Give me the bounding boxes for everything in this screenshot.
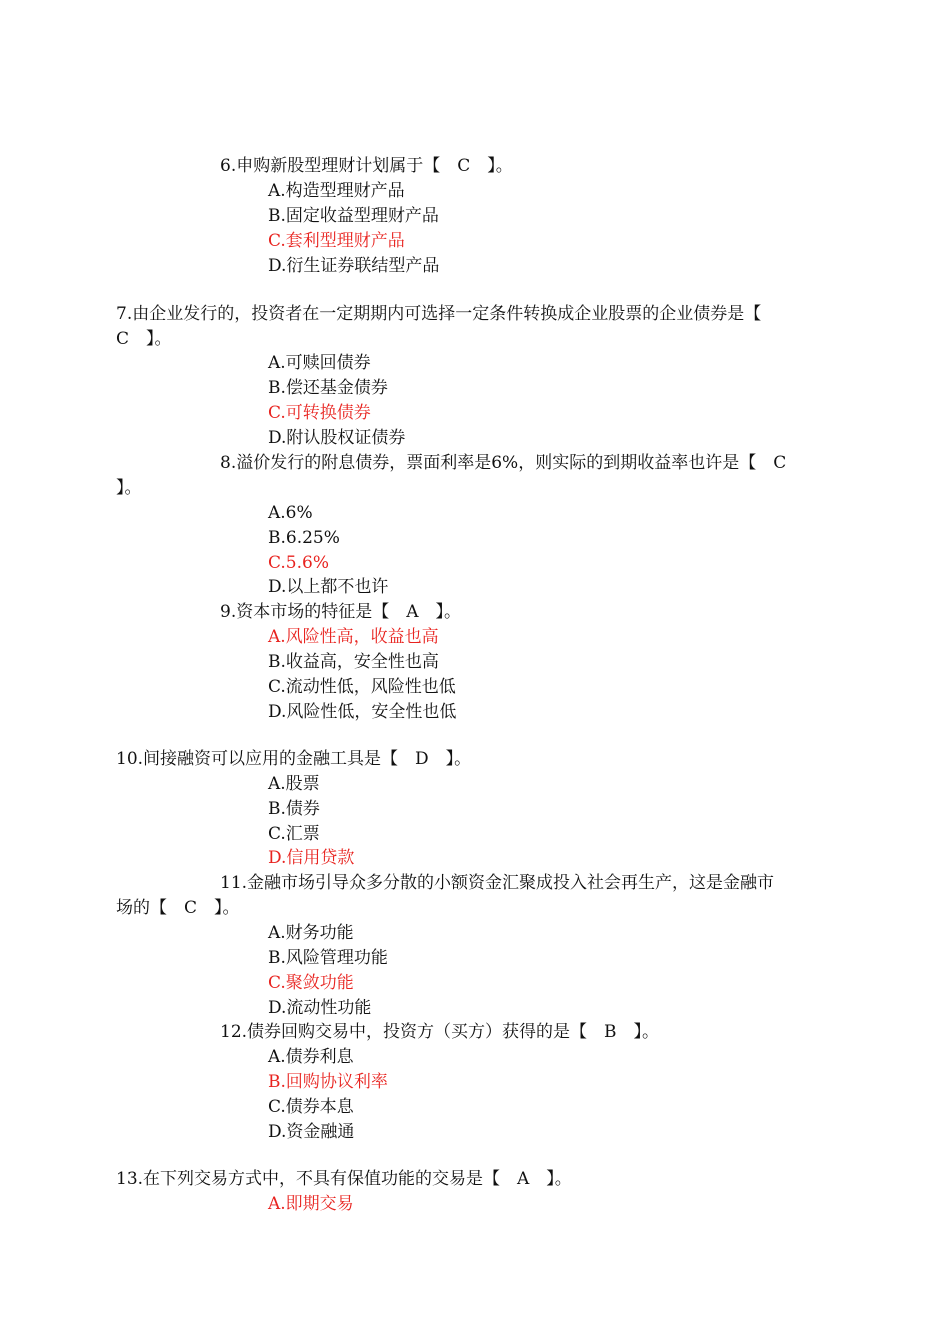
question-8-stem-line2: 】。 bbox=[116, 478, 142, 498]
question-7-stem-line2: C 】。 bbox=[116, 329, 172, 349]
question-7-option-d: D.附认股权证债券 bbox=[268, 428, 406, 448]
question-6-option-c-correct: C.套利型理财产品 bbox=[268, 231, 405, 251]
question-10-option-a: A.股票 bbox=[268, 774, 320, 794]
question-10-option-b: B.债券 bbox=[268, 799, 320, 819]
question-9-option-b: B.收益高，安全性也高 bbox=[268, 652, 439, 672]
question-8-stem-line1: 8.溢价发行的附息债券，票面利率是6%，则实际的到期收益率也许是【 C bbox=[220, 453, 787, 473]
question-10-option-d-correct: D.信用贷款 bbox=[268, 848, 355, 868]
question-11-stem-line2: 场的【 C 】。 bbox=[116, 898, 240, 918]
question-9-option-c: C.流动性低，风险性也低 bbox=[268, 677, 456, 697]
question-8-option-c-correct: C.5.6% bbox=[268, 553, 329, 573]
question-6-option-b: B.固定收益型理财产品 bbox=[268, 206, 439, 226]
question-6-stem: 6.申购新股型理财计划属于【 C 】。 bbox=[220, 156, 513, 176]
question-6-option-d: D.衍生证券联结型产品 bbox=[268, 256, 440, 276]
question-9-stem: 9.资本市场的特征是【 A 】。 bbox=[220, 602, 461, 622]
question-12-option-a: A.债券利息 bbox=[268, 1047, 354, 1067]
question-7-option-c-correct: C.可转换债券 bbox=[268, 403, 371, 423]
question-6-option-a: A.构造型理财产品 bbox=[268, 181, 405, 201]
question-12-option-c: C.债券本息 bbox=[268, 1097, 354, 1117]
question-11-option-b: B.风险管理功能 bbox=[268, 948, 388, 968]
question-13-stem: 13.在下列交易方式中，不具有保值功能的交易是【 A 】。 bbox=[116, 1169, 572, 1189]
question-7-stem-line1: 7.由企业发行的，投资者在一定期期内可选择一定条件转换成企业股票的企业债券是【 bbox=[116, 304, 762, 324]
question-10-stem: 10.间接融资可以应用的金融工具是【 D 】。 bbox=[116, 749, 472, 769]
question-9-option-a-correct: A.风险性高，收益也高 bbox=[268, 627, 439, 647]
question-11-option-a: A.财务功能 bbox=[268, 923, 354, 943]
question-13-option-a-correct: A.即期交易 bbox=[268, 1194, 354, 1214]
question-12-option-d: D.资金融通 bbox=[268, 1122, 355, 1142]
question-7-option-b: B.偿还基金债券 bbox=[268, 378, 388, 398]
question-10-option-c: C.汇票 bbox=[268, 824, 320, 844]
question-8-option-b: B.6.25% bbox=[268, 528, 340, 548]
question-9-option-d: D.风险性低，安全性也低 bbox=[268, 702, 457, 722]
question-11-option-c-correct: C.聚敛功能 bbox=[268, 973, 354, 993]
question-11-option-d: D.流动性功能 bbox=[268, 998, 372, 1018]
question-8-option-a: A.6% bbox=[268, 503, 313, 523]
question-12-stem: 12.债券回购交易中，投资方（买方）获得的是【 B 】。 bbox=[220, 1022, 660, 1042]
question-12-option-b-correct: B.回购协议利率 bbox=[268, 1072, 388, 1092]
question-8-option-d: D.以上都不也许 bbox=[268, 577, 389, 597]
question-11-stem-line1: 11.金融市场引导众多分散的小额资金汇聚成投入社会再生产，这是金融市 bbox=[220, 873, 775, 893]
question-7-option-a: A.可赎回债券 bbox=[268, 353, 371, 373]
